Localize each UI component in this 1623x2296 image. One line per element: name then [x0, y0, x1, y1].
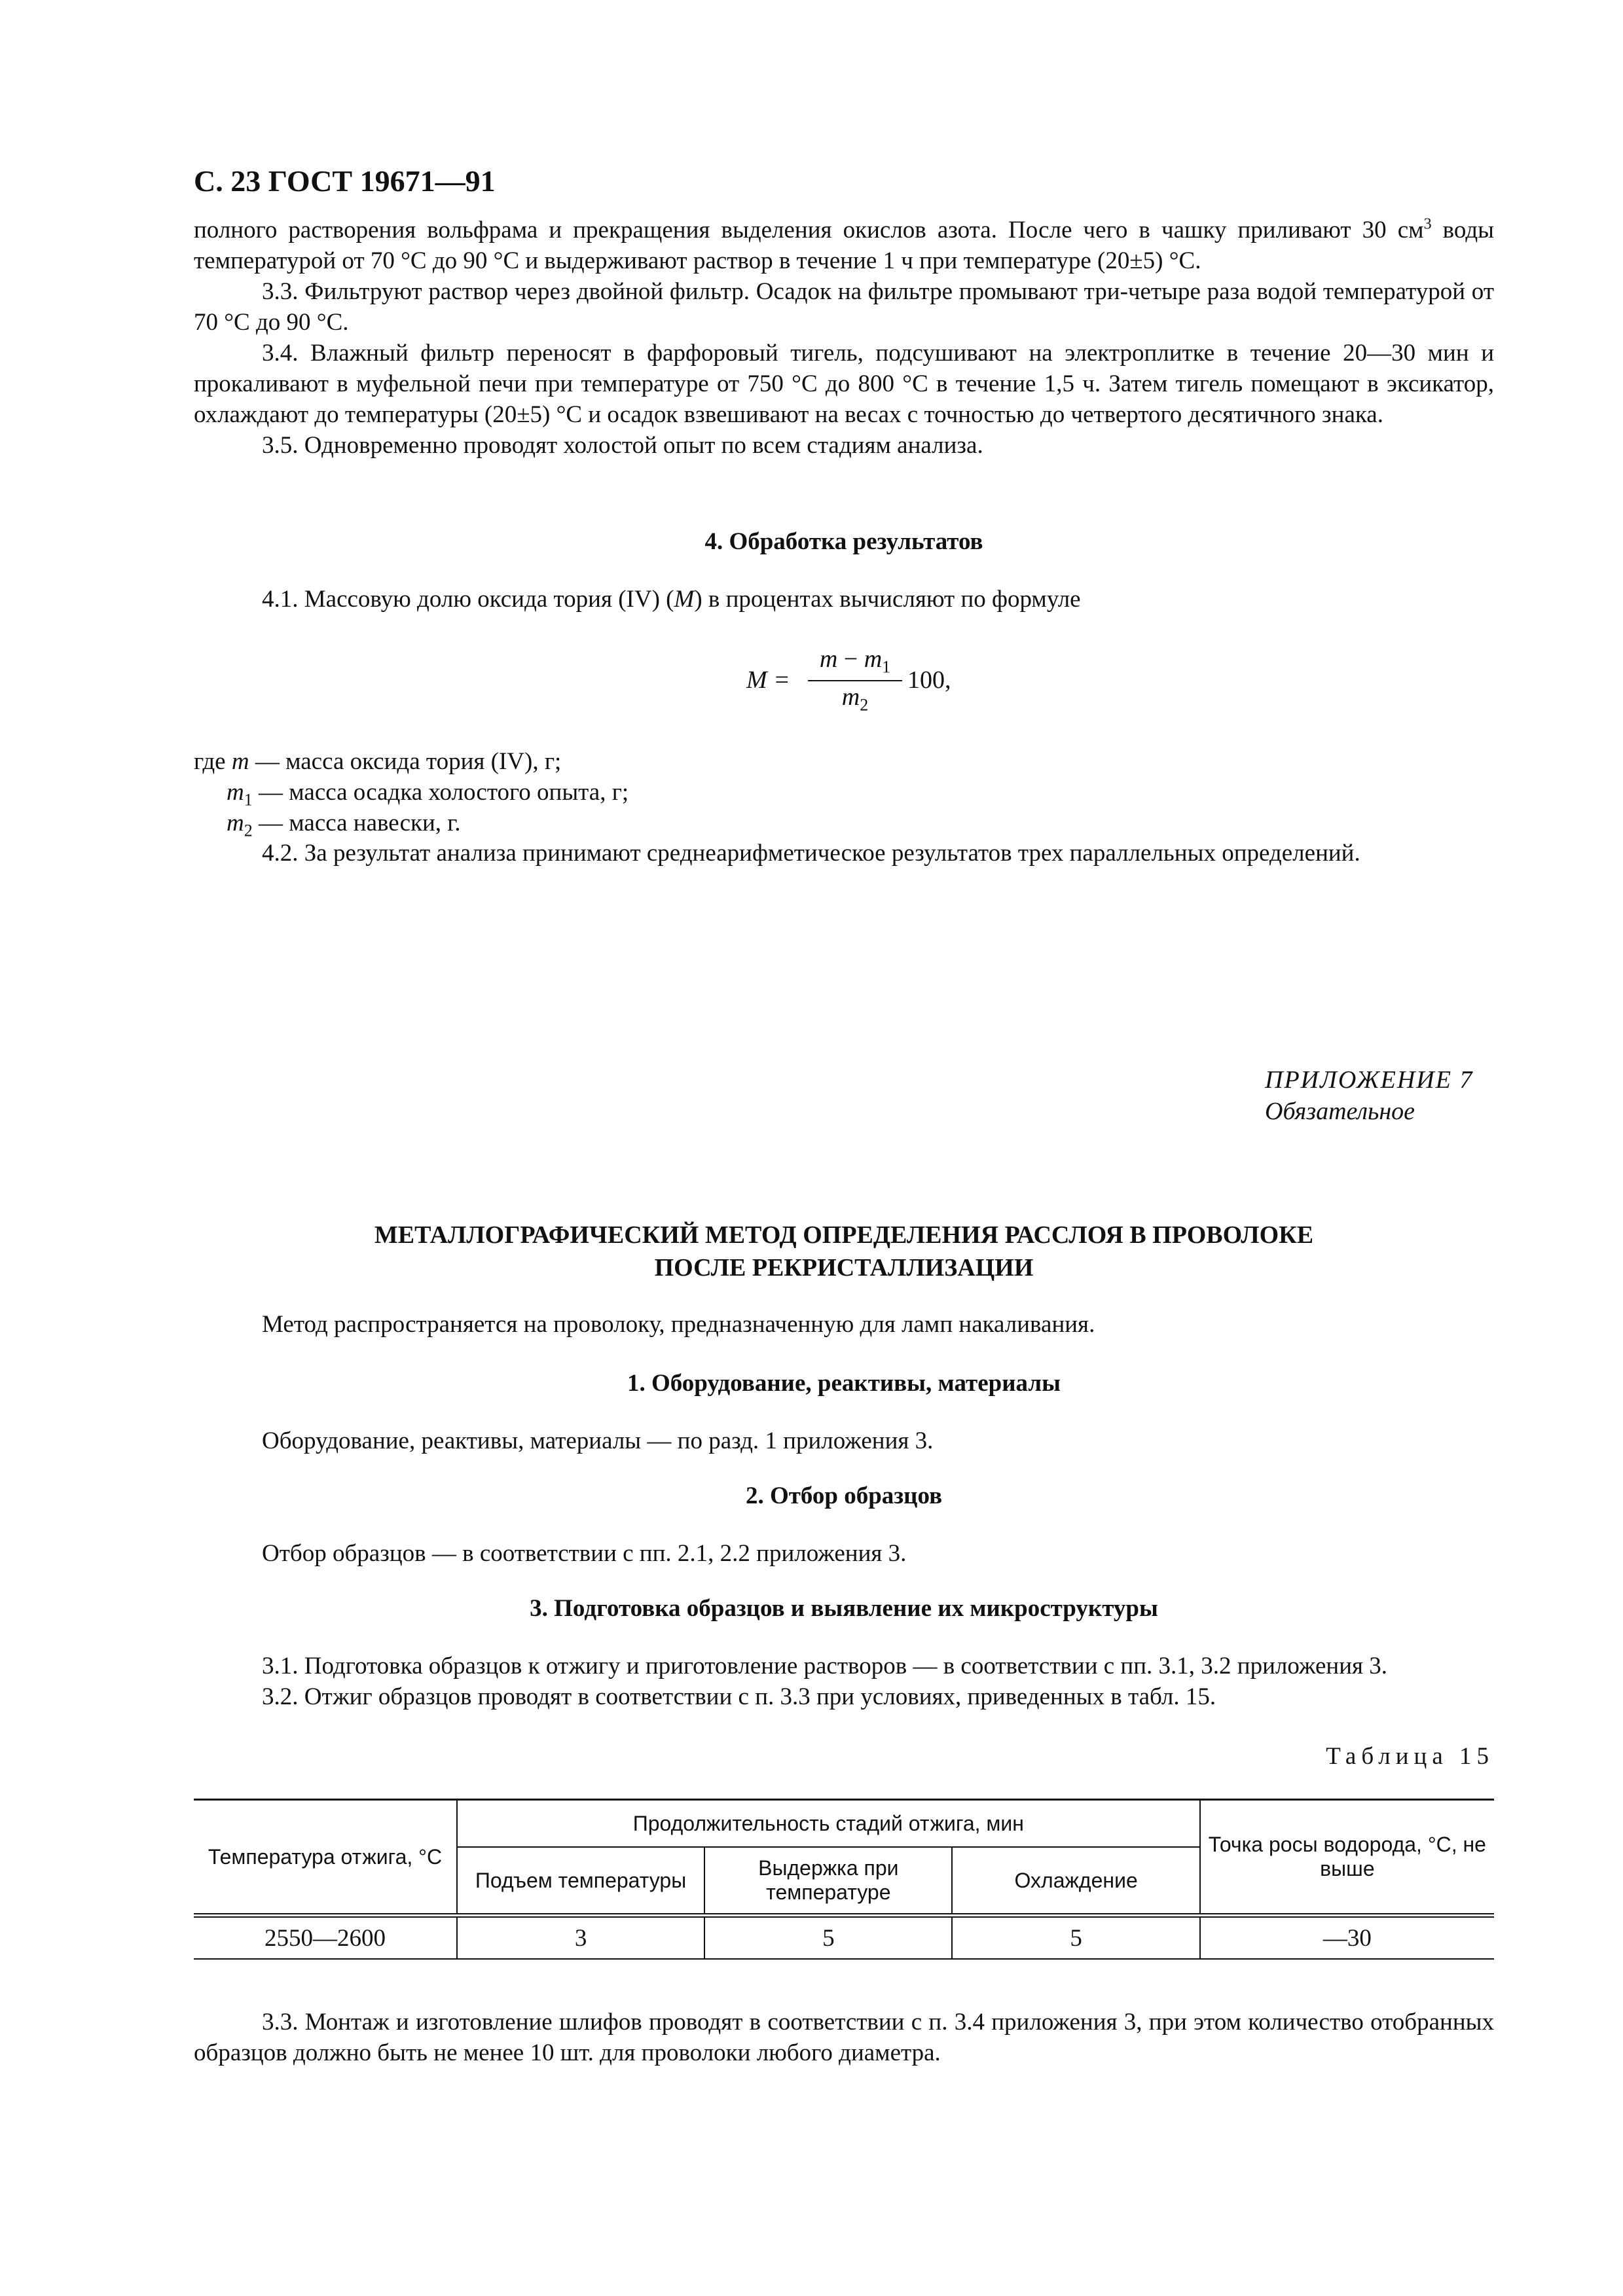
fraction-bar	[808, 680, 902, 681]
formula-denominator: $m_2$	[841, 683, 869, 715]
paragraph-3-2: 3.2. Отжиг образцов проводят в соответствии с п. 3.3 при условиях, приведенных в табл. 15.	[262, 1683, 1216, 1710]
table-cell: 2550—2600	[194, 1916, 457, 1960]
section-3-paragraphs	[194, 1651, 1494, 1712]
paragraph-3-5: 3.5. Одновременно проводят холостой опыт по всем стадиям анализа.	[262, 432, 983, 459]
appendix-label	[1265, 1064, 1473, 1127]
col-heating: Подъем температуры	[457, 1847, 704, 1916]
formula-numerator: $m - m_1$	[819, 645, 891, 677]
table-cell: 3	[457, 1916, 704, 1960]
legend-item: $m_1$ — масса осадка холостого опыта, г;	[227, 779, 629, 810]
section-2-text: Отбор образцов — в соответствии с пп. 2.1, 2.2 приложения 3.	[262, 1540, 907, 1567]
paragraph-3-3: 3.3. Фильтруют раствор через двойной фильтр. Осадок на фильтре промывают три-четыре раза водой температурой от 70 °С до 90 °С.	[194, 278, 1494, 336]
table-caption: Таблица 15	[1326, 1743, 1494, 1770]
appendix-number: ПРИЛОЖЕНИЕ 7	[1265, 1066, 1474, 1094]
formula: M = $m - m_1$ $m_2$ 100,	[746, 645, 951, 715]
method-title: МЕТАЛЛОГРАФИЧЕСКИЙ МЕТОД ОПРЕДЕЛЕНИЯ РАССЛОЯ В ПРОВОЛОКЕ ПОСЛЕ РЕКРИСТАЛЛИЗАЦИИ	[374, 1221, 1314, 1282]
table-cell: 5	[704, 1916, 952, 1960]
table-cell: 5	[952, 1916, 1199, 1960]
col-cooling: Охлаждение	[952, 1847, 1199, 1916]
col-annealing-temperature: Температура отжига, °С	[194, 1800, 457, 1916]
section-1-text: Оборудование, реактивы, материалы — по разд. 1 приложения 3.	[262, 1427, 934, 1454]
paragraph-continuation: полного растворения вольфрама и прекращения выделения окислов азота. После чего в чашку приливают 30 $см^3$ воды температурой от 70 °С до 90 °С и выдерживают раствор в течение 1 ч при температуре (20±5) °С.	[194, 215, 1495, 274]
annealing-table	[194, 1799, 1494, 1960]
col-holding: Выдержка при температуре	[704, 1847, 952, 1916]
paragraph-4-1: 4.1. Массовую долю оксида тория (IV) (М) в процентах вычисляют по формуле	[262, 586, 1081, 613]
section-1-title: 1. Оборудование, реактивы, материалы	[627, 1370, 1061, 1397]
col-dew-point: Точка росы водорода, °С, не выше	[1200, 1800, 1494, 1916]
legend-item: $m_2$ — масса навески, г.	[227, 810, 461, 840]
table-cell: —30	[1200, 1916, 1494, 1960]
paragraph-3-1: 3.1. Подготовка образцов к отжигу и приготовление растворов — в соответствии с пп. 3.1, 3.2 приложения 3.	[262, 1653, 1388, 1679]
paragraph-4-2: 4.2. За результат анализа принимают среднеарифметическое результатов трех параллельных определений.	[262, 840, 1360, 867]
paragraph-3-4: 3.4. Влажный фильтр переносят в фарфоровый тигель, подсушивают на электроплитке в течение 20—30 мин и прокаливают в муфельной печи при температуре от 750 °С до 800 °С в течение 1,5 ч. Затем тигель помещают в эксикатор, охлаждают до температуры (20±5) °С и осадок взвешивают на весах с точностью до четвертого десятичного знака.	[194, 340, 1494, 428]
table-row	[194, 1916, 1494, 1960]
formula-legend	[194, 746, 629, 838]
scope-paragraph: Метод распространяется на проволоку, предназначенную для ламп накаливания.	[262, 1311, 1095, 1338]
legend-item: где m — масса оксида тория (IV), г;	[194, 748, 562, 775]
paragraph-3-3-final: 3.3. Монтаж и изготовление шлифов проводят в соответствии с п. 3.4 приложения 3, при этом количество отобранных образцов должно быть не менее 10 шт. для проволоки любого диаметра.	[194, 2009, 1494, 2066]
col-group-duration: Продолжительность стадий отжига, мин	[457, 1800, 1200, 1848]
page-header: С. 23 ГОСТ 19671—91	[194, 164, 496, 198]
top-paragraphs	[194, 215, 1494, 461]
appendix-status: Обязательное	[1265, 1098, 1415, 1125]
section-2-title: 2. Отбор образцов	[745, 1482, 943, 1509]
section-3-title: 3. Подготовка образцов и выявление их микроструктуры	[530, 1595, 1158, 1622]
section-4-title: 4. Обработка результатов	[704, 528, 983, 555]
